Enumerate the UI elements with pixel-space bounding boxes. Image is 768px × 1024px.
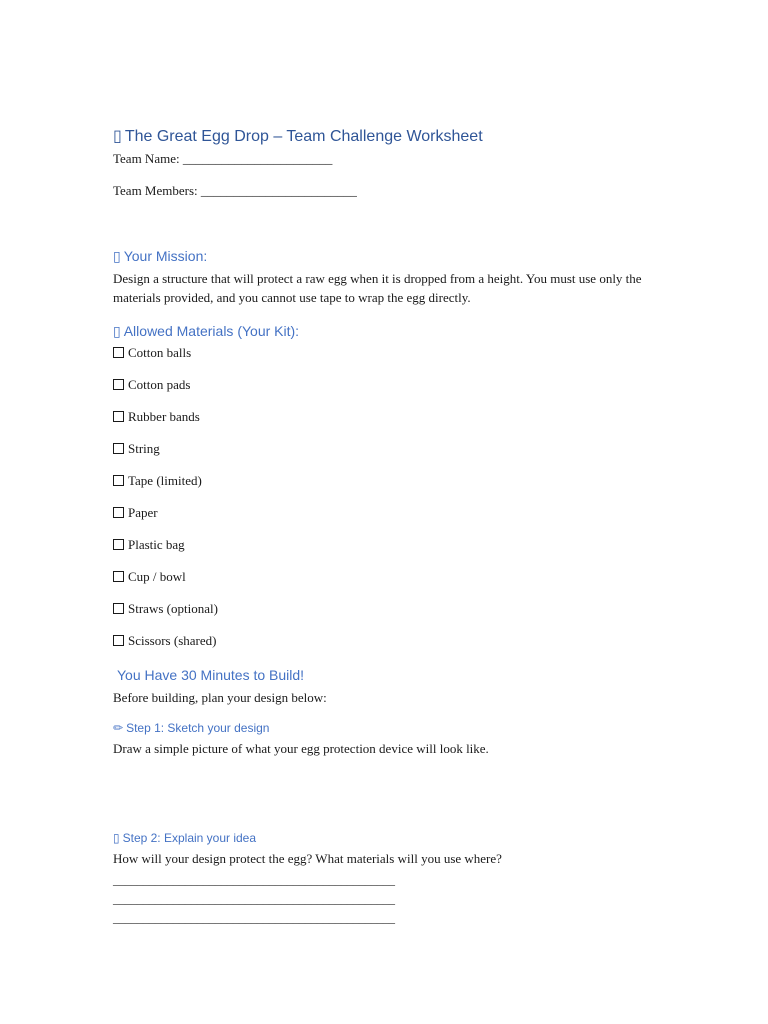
egg-icon: ▯	[113, 128, 122, 145]
build-intro: Before building, plan your design below:	[113, 690, 327, 705]
checkbox-icon[interactable]	[113, 443, 124, 454]
checkbox-icon[interactable]	[113, 603, 124, 614]
material-label: Plastic bag	[128, 537, 185, 552]
target-icon: ▯	[113, 248, 121, 264]
material-item[interactable]	[113, 343, 191, 362]
toolbox-icon: ▯	[113, 323, 121, 339]
material-item[interactable]	[113, 535, 185, 554]
step1-heading	[113, 721, 269, 735]
checkbox-icon[interactable]	[113, 571, 124, 582]
material-item[interactable]	[113, 407, 200, 426]
material-label: Rubber bands	[128, 409, 200, 424]
answer-line[interactable]: _______________________________________________	[113, 873, 395, 887]
material-label: Cotton balls	[128, 345, 192, 360]
materials-heading-text: Allowed Materials (Your Kit):	[123, 323, 300, 339]
material-label: Tape (limited)	[128, 473, 202, 488]
mission-body: Design a structure that will protect a raw egg when it is dropped from a height. You must use only the materials provided, and you cannot use tape to wrap the egg directly.	[113, 271, 642, 305]
step1-body: Draw a simple picture of what your egg protection device will look like.	[113, 741, 489, 756]
material-item[interactable]	[113, 631, 216, 650]
checkbox-icon[interactable]	[113, 411, 124, 422]
checkbox-icon[interactable]	[113, 635, 124, 646]
checkbox-icon[interactable]	[113, 539, 124, 550]
material-label: Paper	[128, 505, 158, 520]
step2-heading-text: Step 2: Explain your idea	[122, 831, 257, 845]
checkbox-icon[interactable]	[113, 347, 124, 358]
material-item[interactable]	[113, 503, 158, 522]
material-label: String	[128, 441, 160, 456]
answer-line[interactable]: _______________________________________________	[113, 892, 395, 906]
page-title	[113, 126, 483, 146]
build-heading: You Have 30 Minutes to Build!	[117, 667, 305, 683]
material-item[interactable]	[113, 439, 160, 458]
material-label: Cotton pads	[128, 377, 191, 392]
material-label: Straws (optional)	[128, 601, 218, 616]
material-item[interactable]	[113, 599, 218, 618]
step1-heading-text: Step 1: Sketch your design	[126, 721, 270, 735]
step2-body: How will your design protect the egg? What materials will you use where?	[113, 851, 502, 866]
material-label: Cup / bowl	[128, 569, 186, 584]
material-item[interactable]	[113, 471, 202, 490]
thought-icon: ▯	[113, 831, 120, 845]
pencil-icon: ✏	[113, 721, 124, 735]
mission-heading-text: Your Mission:	[123, 248, 208, 264]
materials-heading	[113, 323, 299, 340]
material-item[interactable]	[113, 567, 186, 586]
material-item[interactable]	[113, 375, 190, 394]
page-title-text: The Great Egg Drop – Team Challenge Worksheet	[124, 128, 483, 145]
checkbox-icon[interactable]	[113, 475, 124, 486]
checkbox-icon[interactable]	[113, 507, 124, 518]
team-name-field: Team Name: _______________________	[113, 151, 333, 166]
step2-heading	[113, 831, 256, 845]
mission-heading	[113, 248, 207, 265]
answer-line[interactable]: _______________________________________________	[113, 911, 395, 925]
team-members-field: Team Members: ________________________	[113, 183, 357, 198]
checkbox-icon[interactable]	[113, 379, 124, 390]
material-label: Scissors (shared)	[128, 633, 217, 648]
